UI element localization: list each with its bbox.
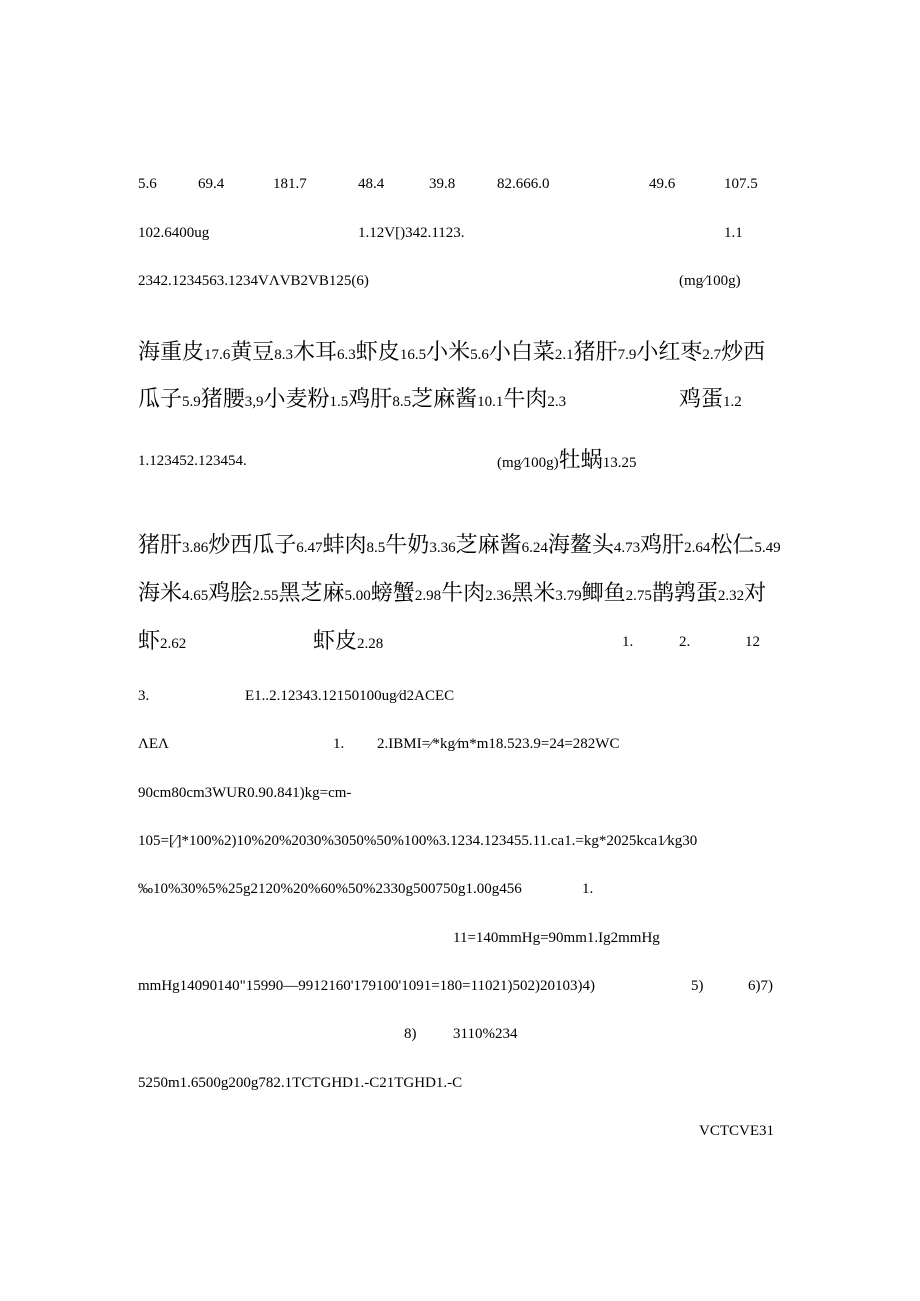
list-num-3: 12 [745, 634, 760, 650]
food-value: 2.62 [160, 636, 187, 652]
food-value: 3.86 [182, 540, 209, 556]
text-row-4: 105=[∕]*100%2)10%20%2030%3050%50%100%3.1234.123455.11.ca1.=kg*2025kca1∕kg30 [138, 833, 698, 849]
food-name: 虾皮 [313, 628, 358, 653]
food-name: 鸡脍 [208, 580, 253, 605]
food-name: 鹊鹑蛋 [651, 580, 718, 605]
row1-val-8: 107.5 [724, 176, 758, 192]
food-name: 蚌肉 [322, 532, 367, 557]
iron-egg [679, 388, 742, 410]
food-value: 2.55 [252, 588, 279, 604]
food-value: 5.9 [182, 394, 201, 410]
food-name: 牛奶 [385, 532, 430, 557]
food-value: 10.1 [477, 394, 504, 410]
food-value: 2.28 [357, 636, 384, 652]
zinc-list-line-1 [138, 534, 781, 556]
food-value: 2.7 [702, 347, 722, 363]
food-value: 7.9 [617, 347, 637, 363]
food-name: 鸡肝 [640, 532, 685, 557]
food-name: 对 [744, 580, 767, 605]
unit-label: (mg∕100g) [497, 455, 559, 471]
text-row-7c: 6)7) [748, 978, 773, 994]
text-row-8a: 8) [404, 1026, 417, 1042]
food-value: 4.73 [613, 540, 641, 556]
mid-text-1: 1.123452.123454. [138, 453, 247, 469]
food-value: 2.36 [485, 588, 512, 604]
food-name: 芝麻酱 [411, 386, 478, 411]
text-row-2a: ΛEΛ [138, 736, 169, 752]
food-value: 4.65 [182, 588, 209, 604]
text-row-5a: ‰10%30%5%25g2120%20%60%50%2330g500750g1.00g456 [138, 881, 522, 897]
food-value: 16.5 [399, 347, 427, 363]
food-value: 17.6 [204, 347, 231, 363]
row3-text-1: 2342.1234563.1234VΛVB2VB125(6) [138, 273, 369, 289]
row2-text-1: 102.6400ug [138, 225, 210, 241]
food-name: 瓜子 [138, 386, 183, 411]
food-name: 炒西瓜子 [208, 532, 297, 557]
list-num-2: 2. [679, 634, 691, 650]
row1-val-4: 48.4 [358, 176, 385, 192]
food-name: 牡蜗 [558, 447, 603, 472]
food-value: 2.32 [717, 588, 745, 604]
food-name: 黑芝麻 [278, 580, 345, 605]
text-row-7a: mmHg14090140"15990—9912160'179100'1091=180=11021)502)20103)4) [138, 978, 596, 994]
food-name: 牛肉 [503, 386, 548, 411]
text-row-2b: 1. [333, 736, 345, 752]
row1-val-2: 69.4 [198, 176, 225, 192]
food-name: 虾 [138, 628, 161, 653]
text-row-1b: E1..2.12343.12150100ug∕d2ACEC [245, 688, 455, 704]
food-value: 2.98 [414, 588, 442, 604]
food-value: 3,9 [244, 394, 264, 410]
food-value: 3.79 [555, 588, 582, 604]
iron-list-line-1 [138, 341, 765, 363]
food-name: 螃蟹 [370, 580, 415, 605]
food-value: 3.36 [429, 540, 456, 556]
food-name: 牛肉 [441, 580, 486, 605]
food-value: 5.00 [344, 588, 371, 604]
row1-val-6: 82.666.0 [497, 176, 550, 192]
text-row-8b: 3110%234 [453, 1026, 518, 1042]
text-row-10: VCTCVE31 [699, 1123, 774, 1139]
text-row-1a: 3. [138, 688, 150, 704]
food-value: 13.25 [602, 455, 637, 471]
food-value: 1.5 [329, 394, 349, 410]
row3-unit: (mg∕100g) [679, 273, 741, 289]
food-name: 芝麻酱 [455, 532, 522, 557]
text-row-6: 11=140mmHg=90mm1.Ig2mmHg [453, 930, 660, 946]
food-name: 鸡肝 [348, 386, 393, 411]
food-value: 8.3 [274, 347, 294, 363]
food-value: 2.75 [625, 588, 652, 604]
food-name: 猪肝 [138, 532, 183, 557]
food-value: 6.3 [337, 347, 356, 363]
food-value: 1.2 [723, 394, 742, 410]
row1-val-5: 39.8 [429, 176, 456, 192]
zinc-line-3-a [138, 630, 186, 652]
text-row-9: 5250m1.6500g200g782.1TCTGHD1.-C21TGHD1.-C [138, 1075, 463, 1091]
food-name: 小红枣 [636, 339, 703, 364]
zinc-line-3-b [313, 630, 383, 652]
food-value: 5.6 [470, 347, 489, 363]
food-name: 海米 [138, 580, 183, 605]
food-value: 5.49 [754, 540, 781, 556]
food-value: 6.47 [296, 540, 323, 556]
food-name: 松仁 [710, 532, 755, 557]
food-name: 海鳌头 [547, 532, 614, 557]
food-name: 黑米 [511, 580, 556, 605]
row2-text-2: 1.12V[)342.1123. [358, 225, 465, 241]
text-row-5b: 1. [582, 881, 594, 897]
row1-val-7: 49.6 [649, 176, 676, 192]
food-value: 2.3 [547, 394, 567, 410]
food-name: 猪肝 [573, 339, 618, 364]
row1-val-1: 5.6 [138, 176, 157, 192]
oyster-line [497, 449, 636, 471]
food-value: 6.24 [521, 540, 548, 556]
food-name: 炒西 [721, 339, 766, 364]
food-name: 小米 [426, 339, 471, 364]
text-row-2c: 2.IBMI=∕*kg∕m*m18.523.9=24=282WC [377, 736, 620, 752]
iron-list-line-2 [138, 388, 566, 410]
row2-text-3: 1.1 [724, 225, 743, 241]
food-name: 小麦粉 [263, 386, 330, 411]
food-name: 黄豆 [230, 339, 275, 364]
list-num-1: 1. [622, 634, 634, 650]
text-row-7b: 5) [691, 978, 704, 994]
food-value: 8.5 [366, 540, 386, 556]
food-name: 虾皮 [355, 339, 400, 364]
food-value: 2.1 [554, 347, 574, 363]
food-name: 木耳 [293, 339, 338, 364]
food-name: 海重皮 [138, 339, 205, 364]
row1-val-3: 181.7 [273, 176, 307, 192]
food-name: 鲫鱼 [581, 580, 626, 605]
zinc-list-line-2 [138, 582, 766, 604]
food-value: 8.5 [392, 394, 412, 410]
food-name: 小白菜 [488, 339, 555, 364]
food-name: 猪腰 [200, 386, 245, 411]
text-row-3: 90cm80cm3WUR0.90.841)kg=cm- [138, 785, 352, 801]
food-value: 2.64 [684, 540, 711, 556]
food-name: 鸡蛋 [679, 386, 724, 411]
